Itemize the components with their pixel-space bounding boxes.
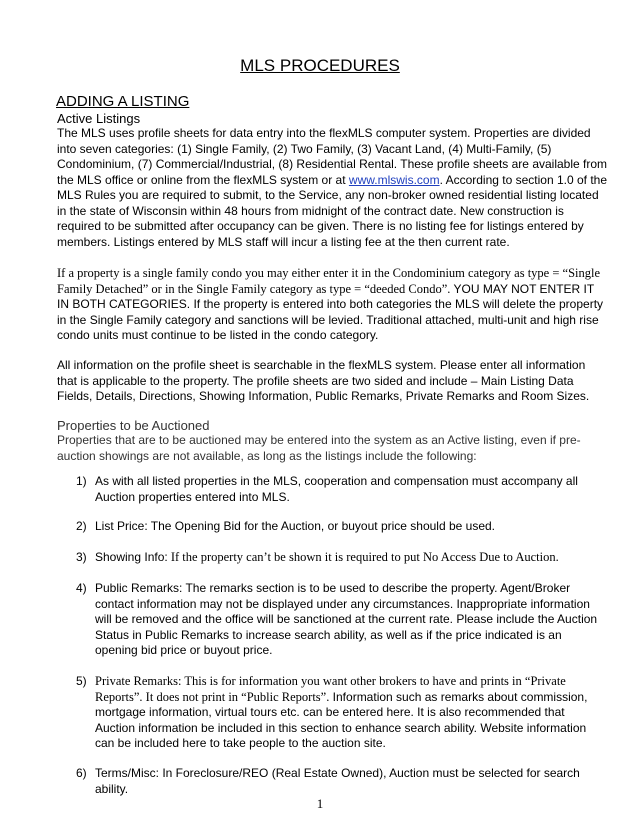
paragraph-text-serif: If a property is a single family condo you may either enter it in the Condominium category as type = “Single Family Detached” or in the Single Family category as type = “deeded Condo”. — [57, 266, 601, 296]
paragraph-text: The MLS uses profile sheets for data entry into the flexMLS computer system. Properties are divided into seven categories: (1) Single Family, (2) Two Family, (3) Vacant Land, (4) Multi-Family, (5) Condominium, (7) Commercial/Industrial, (8) Residential Rental. These profile sheets are available from the MLS office or online from the flexMLS system or at — [57, 126, 608, 187]
list-item-text — [95, 674, 607, 752]
list-item-text — [95, 550, 607, 566]
list-item-lead: Private Remarks: This is for information you want other brokers to have and prints in “Private Reports”. It does not print in “Public Reports”. — [95, 674, 566, 704]
list-item-number: 4) — [76, 581, 87, 595]
list-item-text: Public Remarks: The remarks section is to be used to describe the property. Agent/Broker contact information may not be displayed under any circumstances. Inappropriate information will be removed and the office will be sanctioned at the current rate. Please include the Auction Status in Public Remarks to increase search ability, as well as if the price indicated is an opening bid price or buyout price. — [95, 581, 598, 657]
list-item-body: If the property can’t be shown it is required to put No Access Due to Auction. — [167, 550, 559, 564]
list-item-text: List Price: The Opening Bid for the Auction, or buyout price should be used. — [95, 519, 496, 533]
list-item-body: Information such as remarks about commission, mortgage information, virtual tours etc. can be entered here. It is also recommended that Auction information be included in this section to enhance search ability. Website information can be included here to take people to the auction site. — [95, 689, 588, 750]
page-title: MLS PROCEDURES — [240, 56, 400, 75]
mlswis-link[interactable]: www.mlswis.com — [348, 172, 440, 187]
list-item-lead: Showing Info: — [95, 550, 168, 564]
list-item-number: 3) — [76, 550, 87, 564]
list-item-text: Terms/Misc: In Foreclosure/REO (Real Estate Owned), Auction must be selected for search ability. — [95, 766, 580, 796]
paragraph-caps: YOU MAY NOT ENTER IT IN BOTH CATEGORIES. — [57, 281, 594, 311]
list-item-number: 6) — [76, 766, 87, 780]
subheading-active-listings: Active Listings — [57, 111, 141, 126]
paragraph-text: . According to section 1.0 of the MLS Rules you are required to submit, to the Service, any non-broker owned residential listing located in the state of Wisconsin within 48 hours from midnight of the contract date. New construction is required to be submitted after occupancy can be given. There is no listing fee for listings entered by members. Listings entered by MLS staff will incur a listing fee at the then current rate. — [57, 172, 608, 249]
paragraph-condo — [57, 266, 607, 344]
subheading-auctioned: Properties to be Auctioned — [57, 418, 210, 433]
list-item-number: 5) — [76, 674, 87, 688]
list-item-text: As with all listed properties in the MLS, cooperation and compensation must accompany all Auction properties entered into MLS. — [95, 474, 578, 504]
paragraph-text: If the property is entered into both categories the MLS will delete the property in the Single Family category and sanctions will be levied. Traditional attached, multi-unit and high rise condo units must continue to be listed in the condo category. — [57, 297, 604, 342]
list-item-number: 1) — [76, 474, 87, 488]
paragraph-auction-intro: Properties that are to be auctioned may be entered into the system as an Active listing, even if pre-auction showings are not available, as long as the listings include the following: — [57, 433, 581, 463]
paragraph-searchable: All information on the profile sheet is searchable in the flexMLS system. Please enter all information that is applicable to the property. The profile sheets are two sided and include – Main Listing Data Fields, Details, Directions, Showing Information, Public Remarks, Private Remarks and Room Sizes. — [57, 358, 590, 403]
section-heading: ADDING A LISTING — [56, 93, 190, 110]
list-item-number: 2) — [76, 519, 87, 533]
paragraph-profile-sheets — [57, 126, 607, 250]
page-number: 1 — [316, 796, 324, 811]
